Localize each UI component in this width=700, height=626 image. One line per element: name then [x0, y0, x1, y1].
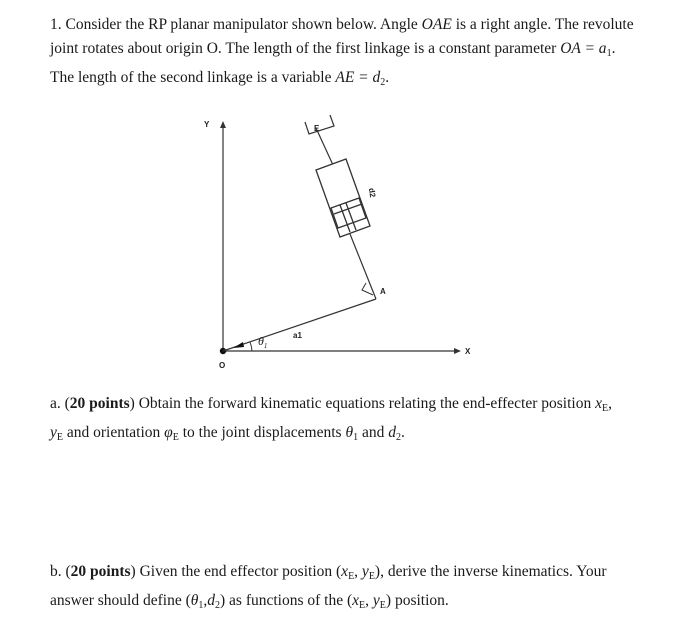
question-part-a: a. (20 points) Obtain the forward kinematic equations relating the end-effecter position $x_E$, $y_E$ and orientation $\varphi_E$ to the joint displacements $\theta_1$ and $d_2$. [50, 395, 612, 443]
a1-label: a1 [293, 331, 302, 340]
intro-line-2: joint rotates about origin O. The length of the first linkage is a constant parameter OA = $a_1$. [50, 40, 616, 59]
link-oa [223, 299, 376, 351]
end-effector [305, 115, 334, 134]
intro-line-3: The length of the second linkage is a variable AE = $d_2$. [50, 69, 390, 88]
prismatic-joint [316, 159, 370, 237]
link-ae-upper [316, 128, 333, 165]
y-axis-label: Y [204, 120, 210, 129]
e-label: E [314, 124, 320, 133]
a-label: A [380, 287, 386, 296]
origin-label: O [219, 361, 226, 370]
x-axis-label: X [465, 347, 471, 356]
question-part-b: b. (20 points) Given the end effector position ($x_E$, $y_E$), derive the inverse kinematics. Your answer should define $(\theta_1,d_2)$ as functions of the ($x_E$, $y_E$) position. [50, 563, 607, 611]
theta-arc [250, 342, 252, 351]
x-axis-arrowhead [454, 348, 461, 354]
y-axis-arrowhead [220, 121, 226, 128]
theta-label: $\theta_1$ [258, 334, 268, 350]
link-oa-arrowhead [233, 342, 244, 348]
right-angle-marker [362, 283, 373, 295]
intro-line-1: 1. Consider the RP planar manipulator shown below. Angle OAE is a right angle. The revolute [50, 16, 634, 33]
d2-label: d2 [366, 187, 378, 199]
